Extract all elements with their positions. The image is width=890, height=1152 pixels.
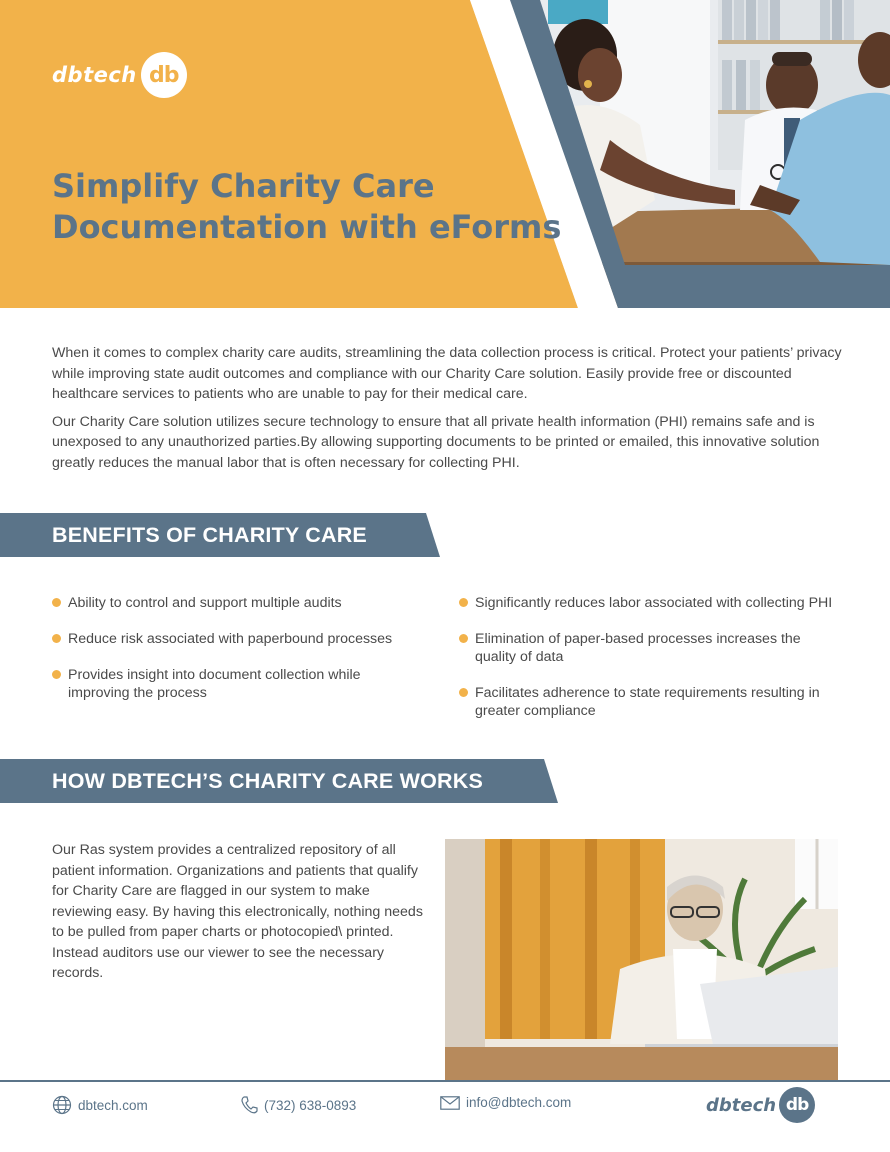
- list-item: [459, 684, 844, 720]
- laptop-woman-photo: [445, 839, 838, 1081]
- website-link[interactable]: dbtech.com: [78, 1097, 148, 1113]
- list-item: [52, 630, 397, 648]
- footer-website[interactable]: [52, 1095, 148, 1115]
- envelope-icon: [440, 1096, 460, 1110]
- footer-logo-badge: [779, 1087, 815, 1123]
- how-body: Our Ras system provides a centralized repository of all patient information. Organizations and patients that qualify for Charity Care are flagged in our system to make reviewing easy. By having this electronically, nothing needs to be pulled from paper charts or photocopied\ printed. Instead auditors use our viewer to see the necessary records.: [52, 842, 423, 981]
- bullet-icon: [459, 598, 468, 607]
- footer-email[interactable]: [440, 1095, 571, 1110]
- bullet-icon: [459, 688, 468, 697]
- page-title: [52, 166, 572, 248]
- bullet-icon: [52, 634, 61, 643]
- footer-divider: [0, 1080, 890, 1082]
- globe-icon: [52, 1095, 72, 1115]
- dbtech-logo[interactable]: [52, 52, 187, 98]
- benefit-text: Reduce risk associated with paperbound processes: [68, 631, 393, 647]
- title-line-1: Simplify Charity Care: [52, 167, 435, 205]
- footer-logo-mark: db: [785, 1095, 809, 1115]
- footer-phone[interactable]: [240, 1095, 356, 1115]
- logo-mark: db: [149, 62, 179, 88]
- benefit-text: Elimination of paper-based processes increases the quality of data: [475, 631, 801, 665]
- bullet-icon: [459, 634, 468, 643]
- benefit-text: Ability to control and support multiple audits: [68, 595, 342, 611]
- bullet-icon: [52, 598, 61, 607]
- title-line-2: Documentation with eForms: [52, 208, 562, 246]
- list-item: [459, 630, 844, 666]
- intro-section: [52, 343, 842, 480]
- list-item: [459, 594, 844, 612]
- footer-logo-text: dbtech: [706, 1094, 777, 1116]
- phone-icon: [240, 1095, 258, 1115]
- bullet-icon: [52, 670, 61, 679]
- logo-text: dbtech: [52, 63, 137, 87]
- how-banner: [0, 759, 558, 803]
- hero-banner: [0, 0, 890, 308]
- phone-number[interactable]: (732) 638-0893: [264, 1097, 357, 1113]
- benefits-banner: [0, 513, 440, 557]
- intro-paragraph-1: When it comes to complex charity care audits, streamlining the data collection process is critical. Protect your patients’ privacy while improving state audit outcomes and compliance with our Charity Care solution. Easily provide free or discounted healthcare services to patients who are unable to pay for their medical care.: [52, 345, 842, 402]
- benefits-heading: BENEFITS OF CHARITY CARE: [52, 523, 367, 547]
- benefit-text: Provides insight into document collection while improving the process: [68, 667, 361, 701]
- benefits-list-right: [459, 594, 844, 738]
- benefits-list-left: [52, 594, 397, 720]
- intro-paragraph-2: Our Charity Care solution utilizes secure technology to ensure that all private health information (PHI) remains safe and is unexposed to any unauthorized parties.By allowing supporting documents to be printed or emailed, this innovative solution greatly reduces the manual labor that is often necessary for collecting PHI.: [52, 413, 820, 471]
- logo-badge: [141, 52, 187, 98]
- hero-shape: [0, 0, 890, 308]
- list-item: [52, 666, 397, 702]
- benefit-text: Facilitates adherence to state requirements resulting in greater compliance: [475, 685, 820, 719]
- email-link[interactable]: info@dbtech.com: [466, 1095, 572, 1110]
- list-item: [52, 594, 397, 612]
- benefit-text: Significantly reduces labor associated with collecting PHI: [475, 595, 833, 611]
- footer-logo[interactable]: [706, 1087, 815, 1123]
- how-heading: HOW DBTECH’S CHARITY CARE WORKS: [52, 769, 484, 793]
